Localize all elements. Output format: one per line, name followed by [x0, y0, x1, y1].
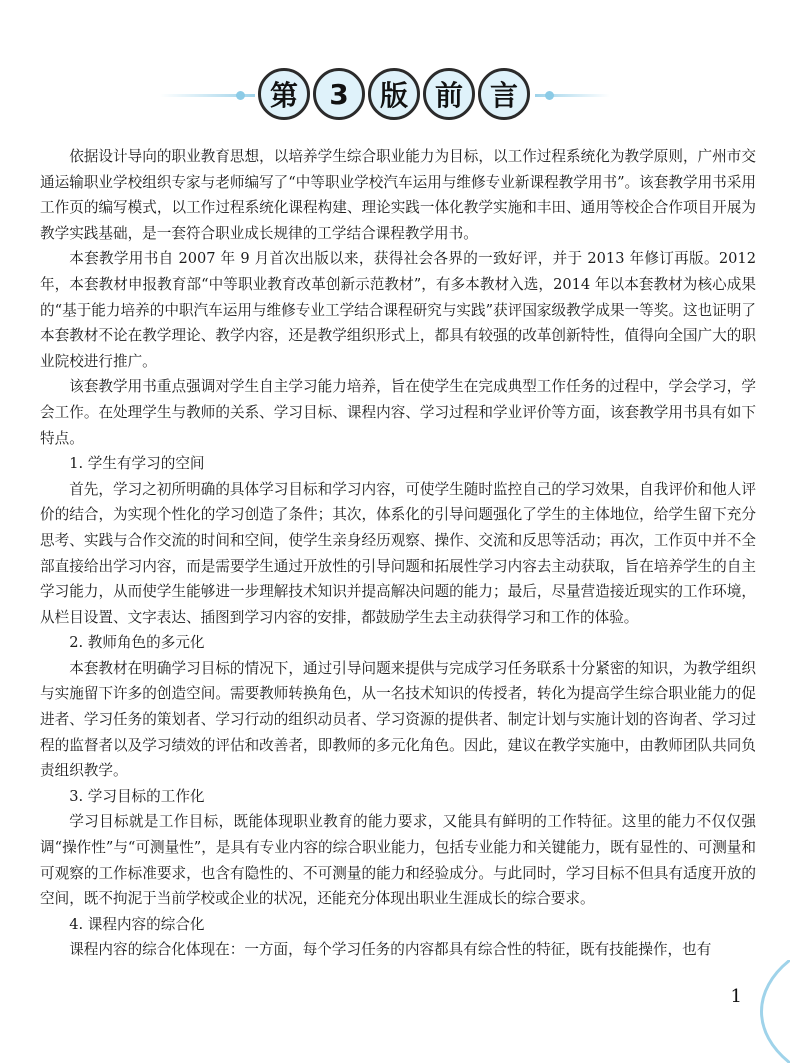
- title-char: 言: [478, 68, 530, 120]
- page-title: [258, 68, 530, 120]
- section-3-text: 学习目标就是工作目标，既能体现职业教育的能力要求，又能具有鲜明的工作特征。这里的能力不仅仅强调“操作性”与“可测量性”，是具有专业内容的综合职业能力，包括专业能力和关键能力，既有显性的、可测量和可观察的工作标准要求，也含有隐性的、不可测量的能力和经验成分。与此同时，学习目标不但具有适度开放的空间，既不拘泥于当前学校或企业的状况，还能充分体现出职业生涯成长的综合要求。: [40, 813, 756, 908]
- title-banner: [160, 64, 610, 126]
- intro-paragraph-2: 本套教学用书自 2007 年 9 月首次出版以来，获得社会各界的一致好评，并于 2013 年修订再版。2012 年，本套教材申报教育部“中等职业教育改革创新示范教材”，有多本教材入选，2014 年以本套教材为核心成果的“基于能力培养的中职汽车运用与维修专业工学结合课程研究与实践”获评国家级教学成果一等奖。这也证明了本套教材不论在教学理论、教学内容，还是教学组织形式上，都具有较强的改革创新特性，值得向全国广大的职业院校进行推广。: [40, 250, 756, 370]
- section-4-heading: 4. 课程内容的综合化: [69, 915, 205, 933]
- section-1-heading: 1. 学生有学习的空间: [69, 455, 205, 473]
- section-2-heading: 2. 教师角色的多元化: [69, 634, 205, 652]
- title-decor-right: [535, 94, 610, 97]
- section-4-text: 课程内容的综合化体现在：一方面，每个学习任务的内容都具有综合性的特征，既有技能操作，也有: [69, 941, 712, 959]
- section-3-heading: 3. 学习目标的工作化: [69, 787, 205, 805]
- section-1-text: 首先，学习之初所明确的具体学习目标和学习内容，可使学生随时监控自己的学习效果，自我评价和他人评价的结合，为实现个性化的学习创造了条件；其次，体系化的引导问题强化了学生的主体地位，给学生留下充分思考、实践与合作交流的时间和空间，使学生亲身经历观察、操作、交流和反思等活动；再次，工作页中并不全部直接给出学习内容，而是需要学生通过开放性的引导问题和拓展性学习内容去主动获取，旨在培养学生的自主学习能力，从而使学生能够进一步理解技术知识并提高解决问题的能力；最后，尽量营造接近现实的工作环境，从栏目设置、文字表达、插图到学习内容的安排，都鼓励学生去主动获得学习和工作的体验。: [40, 480, 756, 626]
- title-char: 版: [368, 68, 420, 120]
- intro-paragraph-3: 该套教学用书重点强调对学生自主学习能力培养，旨在使学生在完成典型工作任务的过程中，学会学习，学会工作。在处理学生与教师的关系、学习目标、课程内容、学习过程和学业评价等方面，该套教学用书具有如下特点。: [40, 378, 756, 447]
- document-body: [40, 144, 756, 963]
- title-char: 第: [258, 68, 310, 120]
- section-2-text: 本套教材在明确学习目标的情况下，通过引导问题来提供与完成学习任务联系十分紧密的知识，为教学组织与实施留下许多的创造空间。需要教师转换角色，从一名技术知识的传授者，转化为提高学生综合职业能力的促进者、学习任务的策划者、学习行动的组织动员者、学习资源的提供者、制定计划与实施计划的咨询者、学习过程的监督者以及学习绩效的评估和改善者，即教师的多元化角色。因此，建议在教学实施中，由教师团队共同负责组织教学。: [40, 659, 756, 780]
- title-decor-left: [160, 94, 255, 97]
- page-number: 1: [730, 986, 742, 1007]
- page-corner-decoration: [744, 960, 790, 1063]
- title-char: 前: [423, 68, 475, 120]
- intro-paragraph-1: 依据设计导向的职业教育思想，以培养学生综合职业能力为目标，以工作过程系统化为教学原则，广州市交通运输职业学校组织专家与老师编写了“中等职业学校汽车运用与维修专业新课程教学用书”。该套教学用书采用工作页的编写模式，以工作过程系统化课程构建、理论实践一体化教学实施和丰田、通用等校企合作项目开展为教学实践基础，是一套符合职业成长规律的工学结合课程教学用书。: [40, 148, 756, 242]
- title-char: 3: [313, 68, 365, 120]
